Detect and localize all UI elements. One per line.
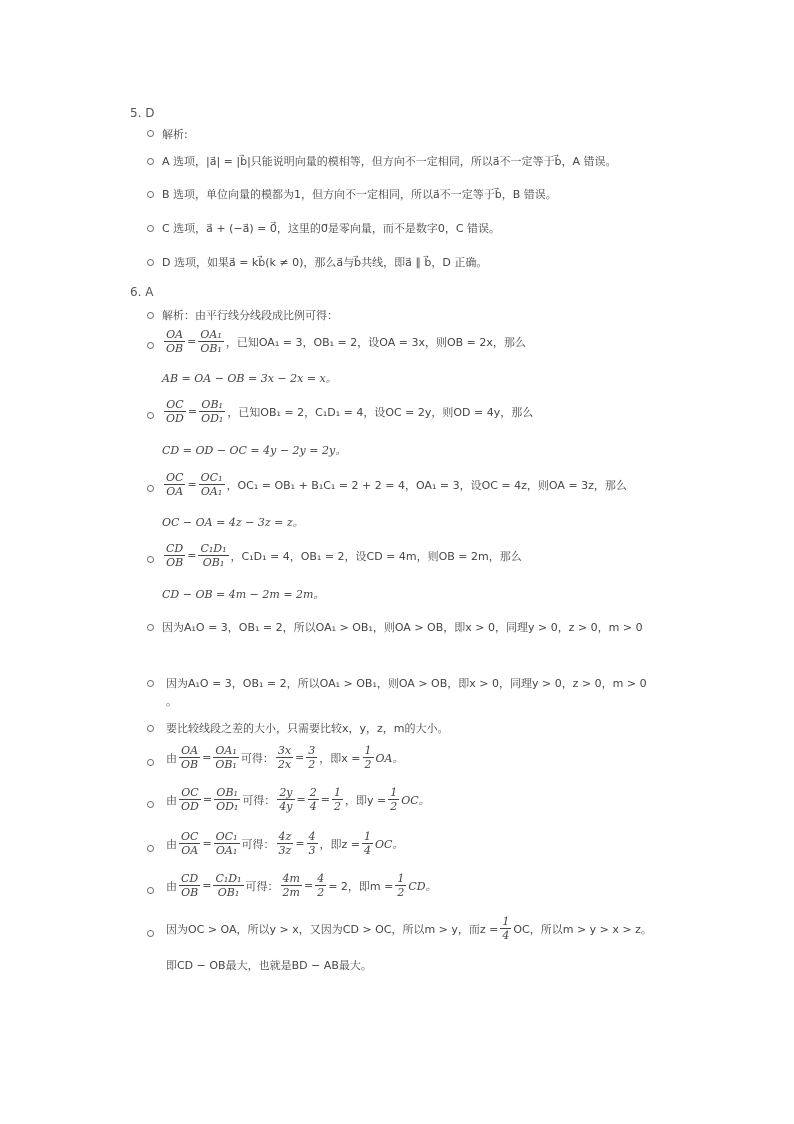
fraction: $\frac{1}{2}$ bbox=[333, 786, 341, 813]
fraction: $\frac{1}{2}$ bbox=[397, 872, 405, 899]
bullet-icon bbox=[147, 191, 154, 198]
q6-because-2: 因为A₁O = 3，OB₁ = 2，所以OA₁ > OB₁，则OA > OB，即x > 0，同理y > 0，z > 0，m > 0 bbox=[166, 677, 647, 690]
bullet-icon bbox=[147, 312, 154, 319]
q6-derivation-1: 由 $\frac{OA}{OB}$ = $\frac{\text{OA₁}}{\text{OB₁}}$ 可得： $\frac{3x}{2x}$ = $\frac{3}{2}$ ，即x = $\frac{1}{2}$ OA。 bbox=[166, 744, 404, 771]
fraction: $\frac{\text{C₁D₁}}{\text{OB₁}}$ bbox=[215, 872, 242, 899]
q6-derivation-3: 由 $\frac{OC}{OA}$ = $\frac{\text{OC₁}}{\text{OA₁}}$ 可得： $\frac{4z}{3z}$ = $\frac{4}{3}$ ，即z = $\frac{1}{4}$ OC。 bbox=[166, 830, 404, 857]
q5-option-c: C 选项，a⃗ + (−a⃗) = 0⃗，这里的0⃗是零向量，而不是数字0，C 错误。 bbox=[162, 222, 501, 235]
fraction: $\frac{\text{C₁D₁}}{\text{OB₁}}$ bbox=[200, 542, 227, 569]
fraction: $\frac{2}{4}$ bbox=[309, 786, 317, 813]
fraction: $\frac{2y}{4y}$ bbox=[279, 786, 293, 813]
q6-because-2-tail: 。 bbox=[166, 695, 177, 708]
bullet-icon bbox=[147, 556, 154, 563]
q6-equation-4: $\frac{CD}{OB}$ = $\frac{\text{C₁D₁}}{\text{OB₁}}$ ，C₁D₁ = 4，OB₁ = 2，设CD = 4m，则OB = 2m，那么 bbox=[166, 542, 522, 569]
q6-equation-4-result: CD − OB = 4m − 2m = 2m。 bbox=[162, 588, 325, 601]
q5-option-b: B 选项，单位向量的模都为1，但方向不一定相同，所以a⃗不一定等于b⃗，B 错误。 bbox=[162, 188, 557, 201]
bullet-icon bbox=[147, 845, 154, 852]
q6-conclusion-line-2: 即CD − OB最大，也就是BD − AB最大。 bbox=[166, 959, 372, 972]
fraction: $\frac{4m}{2m}$ bbox=[282, 872, 300, 899]
fraction: $\frac{\text{OA₁}}{\text{OB₁}}$ bbox=[200, 328, 222, 355]
q6-equation-1-result: AB = OA − OB = 3x − 2x = x。 bbox=[162, 372, 337, 385]
q6-equation-3-result: OC − OA = 4z − 3z = z。 bbox=[162, 516, 304, 529]
fraction: $\frac{\text{OB₁}}{\text{OD₁}}$ bbox=[201, 398, 224, 425]
fraction: $\frac{4z}{3z}$ bbox=[278, 830, 292, 857]
fraction: $\frac{OA}{OB}$ bbox=[166, 328, 184, 355]
q6-intro: 解析：由平行线分线段成比例可得： bbox=[162, 309, 338, 322]
q5-option-a: A 选项，|a⃗| = |b⃗|只能说明向量的模相等，但方向不一定相同，所以a⃗不一定等于b⃗，A 错误。 bbox=[162, 155, 617, 168]
question-5-number: 5. D bbox=[130, 106, 155, 120]
fraction: $\frac{\text{OC₁}}{\text{OA₁}}$ bbox=[200, 471, 223, 498]
fraction: $\frac{\text{OB₁}}{\text{OD₁}}$ bbox=[216, 786, 239, 813]
fraction: $\frac{3x}{2x}$ bbox=[277, 744, 292, 771]
fraction: $\frac{CD}{OB}$ bbox=[166, 542, 184, 569]
fraction: $\frac{3}{2}$ bbox=[308, 744, 316, 771]
q5-analysis-label: 解析: bbox=[162, 128, 188, 141]
fraction: $\frac{CD}{OB}$ bbox=[181, 872, 199, 899]
bullet-icon bbox=[147, 801, 154, 808]
bullet-icon bbox=[147, 930, 154, 937]
q6-equation-3: $\frac{OC}{OA}$ = $\frac{\text{OC₁}}{\text{OA₁}}$ ，OC₁ = OB₁ + B₁C₁ = 2 + 2 = 4，OA₁ = 3，设OC = 4z，则OA = 3z，那么 bbox=[166, 471, 627, 498]
fraction: $\frac{4}{3}$ bbox=[308, 830, 316, 857]
bullet-icon bbox=[147, 130, 154, 137]
bullet-icon bbox=[147, 680, 154, 687]
bullet-icon bbox=[147, 225, 154, 232]
fraction: $\frac{1}{4}$ bbox=[364, 830, 372, 857]
fraction: $\frac{OC}{OD}$ bbox=[166, 398, 184, 425]
fraction: $\frac{OC}{OA}$ bbox=[181, 830, 199, 857]
q6-equation-1: $\frac{OA}{OB}$ = $\frac{\text{OA₁}}{\text{OB₁}}$ ，已知OA₁ = 3，OB₁ = 2，设OA = 3x，则OB = 2x，那么 bbox=[166, 328, 526, 355]
fraction: $\frac{1}{4}$ bbox=[502, 915, 510, 942]
fraction: $\frac{OC}{OD}$ bbox=[181, 786, 199, 813]
q6-conclusion: 因为OC > OA，所以y > x，又因为CD > OC，所以m > y，而z = $\frac{1}{4}$ OC，所以m > y > x > z。 bbox=[166, 915, 652, 942]
fraction: $\frac{\text{OA₁}}{\text{OB₁}}$ bbox=[215, 744, 237, 771]
bullet-icon bbox=[147, 412, 154, 419]
question-6-number: 6. A bbox=[130, 285, 154, 299]
bullet-icon bbox=[147, 485, 154, 492]
fraction: $\frac{1}{2}$ bbox=[390, 786, 398, 813]
q6-equation-2: $\frac{OC}{OD}$ = $\frac{\text{OB₁}}{\text{OD₁}}$ ，已知OB₁ = 2，C₁D₁ = 4，设OC = 2y，则OD = 4y，那么 bbox=[166, 398, 534, 425]
q6-compare: 要比较线段之差的大小，只需要比较x，y，z，m的大小。 bbox=[166, 722, 449, 735]
q6-equation-2-result: CD = OD − OC = 4y − 2y = 2y。 bbox=[162, 444, 347, 457]
fraction: $\frac{1}{2}$ bbox=[364, 744, 372, 771]
fraction: $\frac{OA}{OB}$ bbox=[181, 744, 199, 771]
bullet-icon bbox=[147, 259, 154, 266]
q5-option-d: D 选项，如果a⃗ = kb⃗(k ≠ 0)，那么a⃗与b⃗共线，即a⃗ ∥ b⃗，D 正确。 bbox=[162, 256, 488, 269]
bullet-icon bbox=[147, 759, 154, 766]
bullet-icon bbox=[147, 624, 154, 631]
fraction: $\frac{\text{OC₁}}{\text{OA₁}}$ bbox=[215, 830, 238, 857]
q6-derivation-4: 由 $\frac{CD}{OB}$ = $\frac{\text{C₁D₁}}{\text{OB₁}}$ 可得： $\frac{4m}{2m}$ = $\frac{4}{2}$ = 2，即m = $\frac{1}{2}$ CD。 bbox=[166, 872, 437, 899]
q6-because-1: 因为A₁O = 3，OB₁ = 2，所以OA₁ > OB₁，则OA > OB，即x > 0，同理y > 0，z > 0，m > 0 bbox=[162, 621, 643, 634]
q6-derivation-2: 由 $\frac{OC}{OD}$ = $\frac{\text{OB₁}}{\text{OD₁}}$ 可得： $\frac{2y}{4y}$ = $\frac{2}{4}$ = $\frac{1}{2}$ ，即y = $\frac{1}{2}$ OC。 bbox=[166, 786, 430, 813]
bullet-icon bbox=[147, 887, 154, 894]
fraction: $\frac{OC}{OA}$ bbox=[166, 471, 184, 498]
bullet-icon bbox=[147, 725, 154, 732]
bullet-icon bbox=[147, 342, 154, 349]
fraction: $\frac{4}{2}$ bbox=[317, 872, 325, 899]
bullet-icon bbox=[147, 158, 154, 165]
